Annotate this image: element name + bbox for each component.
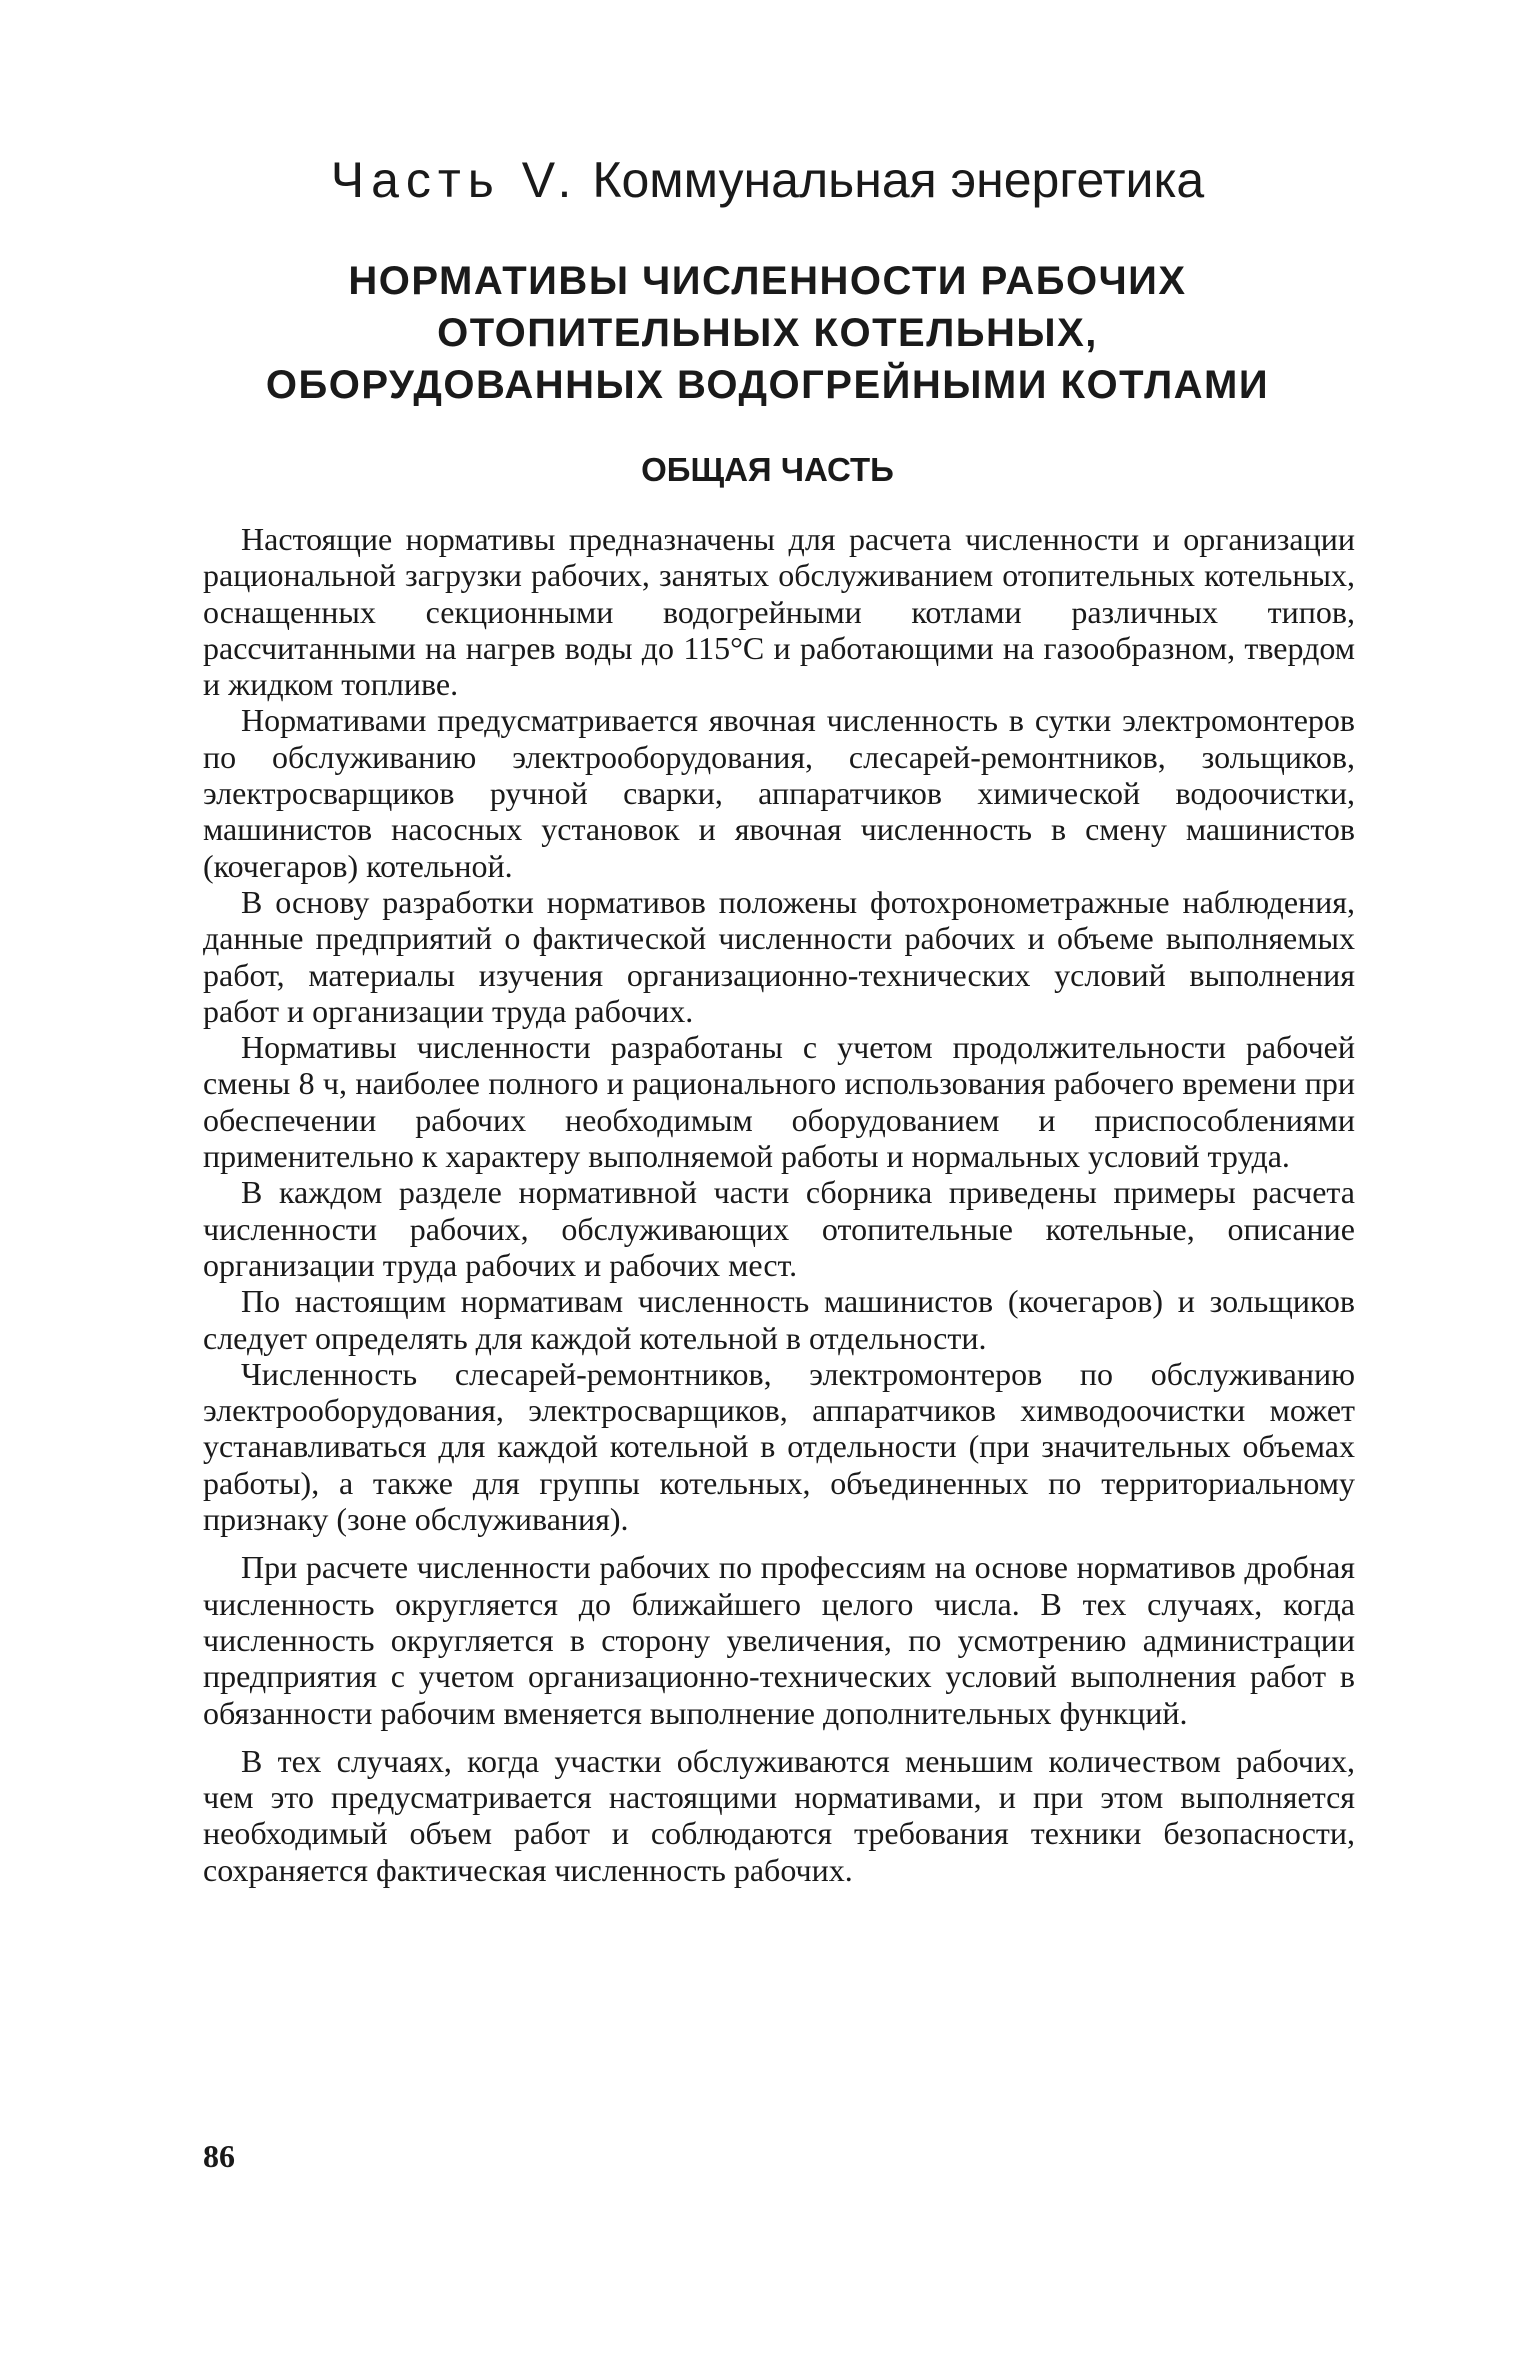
part-label: Часть V.	[330, 152, 579, 208]
part-title	[0, 145, 1535, 215]
paragraph: В каждом разделе нормативной части сборника приведены примеры расчета численности рабочих, обслуживающих отопительные котельные, описание организации труда рабочих и рабочих мест.	[203, 1174, 1355, 1283]
paragraph: При расчете численности рабочих по профессиям на основе нормативов дробная численность округляется до ближайшего целого числа. В тех случаях, когда численность округляется в сторону увеличения, по усмотрению администрации предприятия с учетом организационно-технических условий выполнения работ в обязанности рабочим вменяется выполнение дополнительных функций.	[203, 1549, 1355, 1731]
paragraph: Нормативами предусматривается явочная численность в сутки электромонтеров по обслуживанию электрооборудования, слесарей-ремонтников, зольщиков, электросварщиков ручной сварки, аппаратчиков химической водоочистки, машинистов насосных установок и явочная численность в смену машинистов (кочегаров) котельной.	[203, 702, 1355, 884]
page-number: 86	[203, 2138, 235, 2174]
section-title-line: ОБОРУДОВАННЫХ ВОДОГРЕЙНЫМИ КОТЛАМИ	[265, 363, 1270, 407]
paragraph: Численность слесарей-ремонтников, электромонтеров по обслуживанию электрооборудования, электросварщиков, аппаратчиков химводоочистки может устанавливаться для каждой котельной в отдельности (при значительных объемах работы), а также для группы котельных, объединенных по территориальному признаку (зоне обслуживания).	[203, 1355, 1355, 1538]
paragraph: Настоящие нормативы предназначены для расчета численности и организации рациональной загрузки рабочих, занятых обслуживанием отопительных котельных, оснащенных секционными водогрейными котлами различных типов, рассчитанными на нагрев воды до 115°С и работающими на газообразном, твердом и жидком топливе.	[203, 521, 1355, 703]
part-name: Коммунальная энергетика	[592, 152, 1205, 208]
section-title	[0, 255, 1535, 411]
section-title-line: НОРМАТИВЫ ЧИСЛЕННОСТИ РАБОЧИХ	[348, 259, 1187, 303]
section-title-line: ОТОПИТЕЛЬНЫХ КОТЕЛЬНЫХ,	[437, 311, 1098, 355]
paragraph: По настоящим нормативам численность машинистов (кочегаров) и зольщиков следует определять для каждой котельной в отдельности.	[203, 1283, 1355, 1356]
body-text	[203, 521, 1355, 1888]
paragraph: В тех случаях, когда участки обслуживаются меньшим количеством рабочих, чем это предусматривается настоящими нормативами, и при этом выполняется необходимый объем работ и соблюдаются требования техники безопасности, сохраняется фактическая численность рабочих.	[203, 1742, 1355, 1888]
subsection-title: ОБЩАЯ ЧАСТЬ	[641, 451, 894, 488]
paragraph: В основу разработки нормативов положены фотохронометражные наблюдения, данные предприятий о фактической численности рабочих и объеме выполняемых работ, материалы изучения организационно-технических условий выполнения работ и организации труда рабочих.	[203, 883, 1355, 1029]
paragraph: Нормативы численности разработаны с учетом продолжительности рабочей смены 8 ч, наиболее полного и рационального использования рабочего времени при обеспечении рабочих необходимым оборудованием и приспособлениями применительно к характеру выполняемой работы и нормальных условий труда.	[203, 1029, 1355, 1175]
